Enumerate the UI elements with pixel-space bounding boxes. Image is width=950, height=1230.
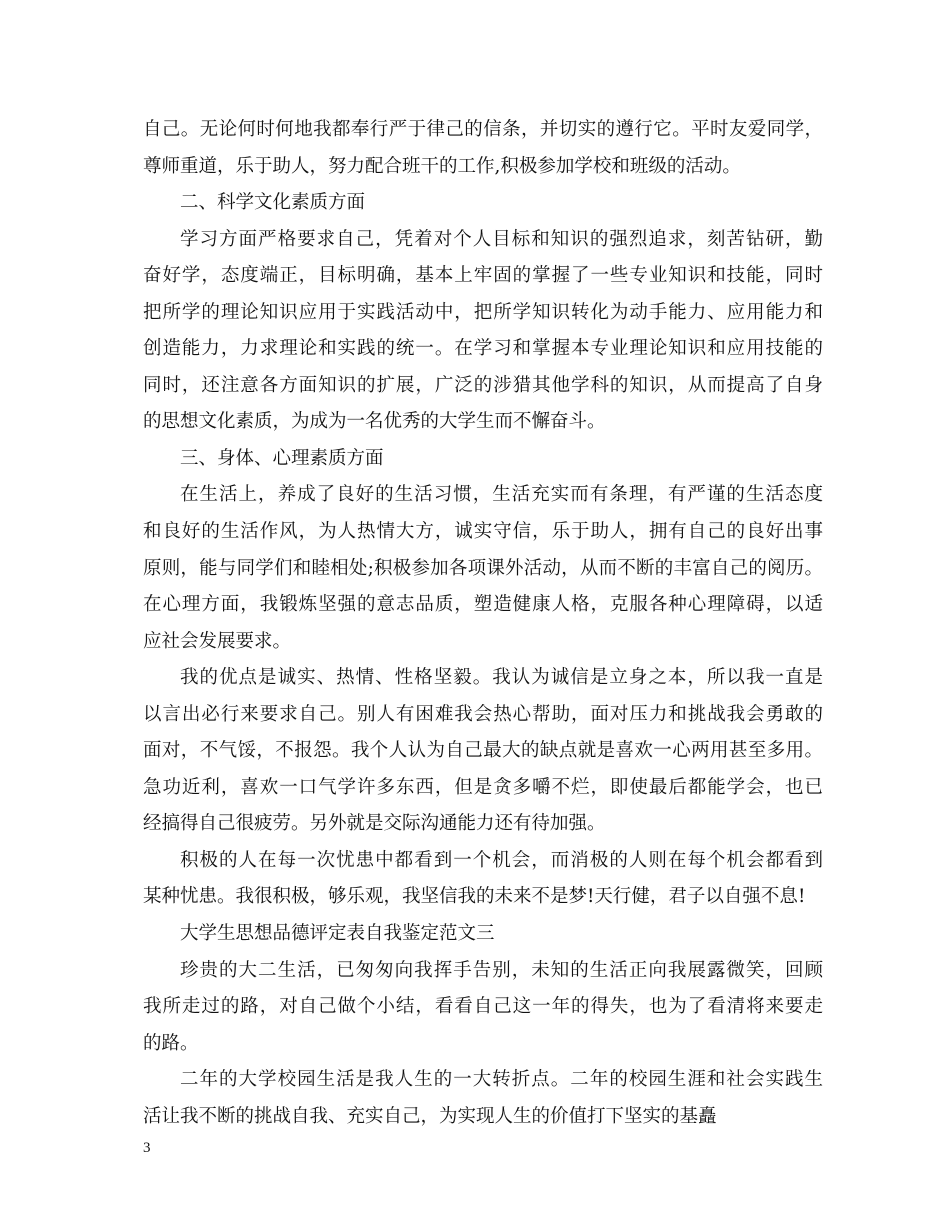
text-line: 把所学的理论知识应用于实践活动中，把所学知识转化为动手能力、应用能力和 bbox=[143, 301, 823, 323]
text-line: 珍贵的大二生活，已匆匆向我挥手告别，未知的生活正向我展露微笑，回顾 bbox=[180, 959, 823, 981]
text-line: 原则，能与同学们和睦相处;积极参加各项课外活动，从而不断的丰富自己的阅历。 bbox=[143, 557, 823, 579]
text-line: 在心理方面，我锻炼坚强的意志品质，塑造健康人格，克服各种心理障碍，以适 bbox=[143, 594, 823, 616]
section-heading: 二、科学文化素质方面 bbox=[180, 192, 366, 214]
text-line: 的思想文化素质，为成为一名优秀的大学生而不懈奋斗。 bbox=[143, 411, 606, 433]
text-line: 我的优点是诚实、热情、性格坚毅。我认为诚信是立身之本，所以我一直是 bbox=[180, 667, 823, 689]
text-line: 奋好学，态度端正，目标明确，基本上牢固的掌握了一些专业知识和技能，同时 bbox=[143, 265, 823, 287]
text-line: 和良好的生活作风，为人热情大方，诚实守信，乐于助人，拥有自己的良好出事 bbox=[143, 521, 823, 543]
text-line: 活让我不断的挑战自我、充实自己，为实现人生的价值打下坚实的基矗 bbox=[143, 1105, 717, 1127]
text-line: 尊师重道，乐于助人，努力配合班干的工作,积极参加学校和班级的活动。 bbox=[143, 155, 741, 177]
text-line: 我所走过的路，对自己做个小结，看看自己这一年的得失，也为了看清将来要走 bbox=[143, 996, 823, 1018]
text-line: 的路。 bbox=[143, 1032, 199, 1054]
section-heading: 大学生思想品德评定表自我鉴定范文三 bbox=[180, 923, 495, 945]
text-line: 积极的人在每一次忧患中都看到一个机会，而消极的人则在每个机会都看到 bbox=[180, 849, 823, 871]
page-number: 3 bbox=[143, 1140, 151, 1156]
text-line: 经搞得自己很疲劳。另外就是交际沟通能力还有待加强。 bbox=[143, 813, 606, 835]
text-line: 自己。无论何时何地我都奉行严于律己的信条，并切实的遵行它。平时友爱同学， bbox=[143, 119, 823, 140]
text-line: 应社会发展要求。 bbox=[143, 630, 292, 652]
text-line: 二年的大学校园生活是我人生的一大转折点。二年的校园生涯和社会实践生 bbox=[180, 1069, 823, 1091]
text-line: 在生活上，养成了良好的生活习惯，生活充实而有条理，有严谨的生活态度 bbox=[180, 484, 823, 506]
text-line: 学习方面严格要求自己，凭着对个人目标和知识的强烈追求，刻苦钻研，勤 bbox=[180, 228, 823, 250]
document-body bbox=[143, 112, 823, 1135]
text-line: 创造能力，力求理论和实践的统一。在学习和掌握本专业理论知识和应用技能的 bbox=[143, 338, 823, 360]
text-line: 同时，还注意各方面知识的扩展，广泛的涉猎其他学科的知识，从而提高了自身 bbox=[143, 374, 823, 396]
text-line: 面对，不气馁，不报怨。我个人认为自己最大的缺点就是喜欢一心两用甚至多用。 bbox=[143, 740, 823, 762]
text-line: 急功近利，喜欢一口气学许多东西，但是贪多嚼不烂，即使最后都能学会，也已 bbox=[143, 776, 823, 798]
text-line: 以言出必行来要求自己。别人有困难我会热心帮助，面对压力和挑战我会勇敢的 bbox=[143, 703, 823, 725]
text-line: 某种忧患。我很积极，够乐观，我坚信我的未来不是梦!天行健，君子以自强不息! bbox=[143, 886, 806, 908]
section-heading: 三、身体、心理素质方面 bbox=[180, 447, 384, 469]
